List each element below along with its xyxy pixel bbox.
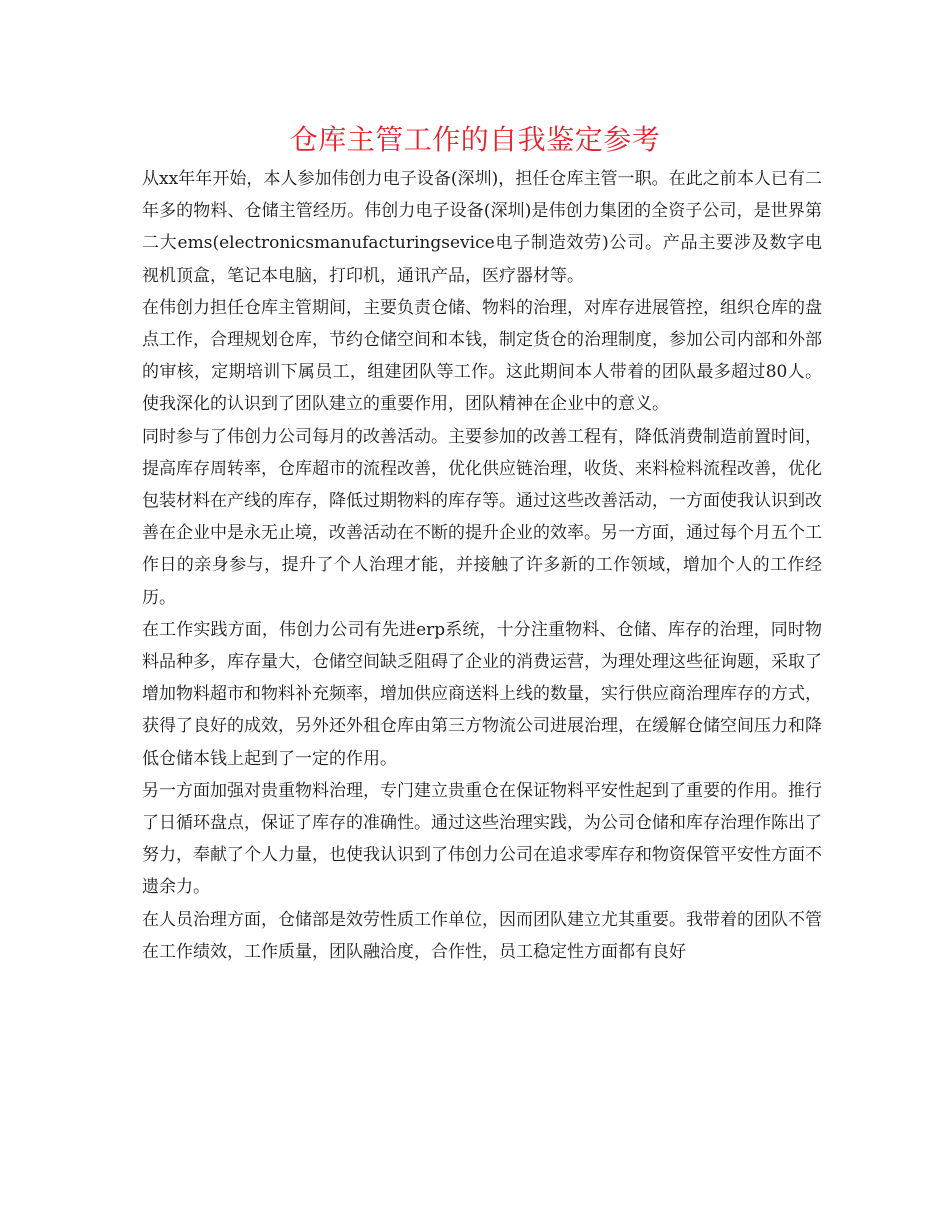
document-body — [142, 163, 822, 968]
paragraph-5: 另一方面加强对贵重物料治理，专门建立贵重仓在保证物料平安性起到了重要的作用。推行了日循环盘点，保证了库存的准确性。通过这些治理实践，为公司仓储和库存治理作陈出了努力，奉献了个人力量，也使我认识到了伟创力公司在追求零库存和物资保管平安性方面不遗余力。 — [142, 780, 822, 898]
paragraph-1: 从xx年年开始，本人参加伟创力电子设备(深圳)，担任仓库主管一职。在此之前本人已有二年多的物料、仓储主管经历。伟创力电子设备(深圳)是伟创力集团的全资子公司，是世界第二大ems(electronicsmanufacturingsevice电子制造效劳)公司。产品主要涉及数字电视机顶盒，笔记本电脑，打印机，通讯产品，医疗器材等。 — [142, 169, 822, 286]
paragraph-4: 在工作实践方面，伟创力公司有先进erp系统，十分注重物料、仓储、库存的治理，同时物料品种多，库存量大，仓储空间缺乏阻碍了企业的消费运营，为理处理这些征询题，采取了增加物料超市和物料补充频率，增加供应商送料上线的数量，实行供应商治理库存的方式，获得了良好的成效，另外还外租仓库由第三方物流公司进展治理，在缓解仓储空间压力和降低仓储本钱上起到了一定的作用。 — [142, 619, 822, 769]
document-title: 仓库主管工作的自我鉴定参考 — [289, 123, 661, 156]
paragraph-3: 同时参与了伟创力公司每月的改善活动。主要参加的改善工程有，降低消费制造前置时间，提高库存周转率，仓库超市的流程改善，优化供应链治理，收货、来料检料流程改善，优化包装材料在产线的库存，降低过期物料的库存等。通过这些改善活动，一方面使我认识到改善在企业中是永无止境，改善活动在不断的提升企业的效率。另一方面，通过每个月五个工作日的亲身参与，提升了个人治理才能，并接触了许多新的工作领域，增加个人的工作经历。 — [142, 426, 822, 608]
paragraph-6: 在人员治理方面，仓储部是效劳性质工作单位，因而团队建立尤其重要。我带着的团队不管在工作绩效，工作质量，团队融洽度，合作性，员工稳定性方面都有良好 — [142, 909, 822, 962]
paragraph-2: 在伟创力担任仓库主管期间，主要负责仓储、物料的治理，对库存进展管控，组织仓库的盘点工作，合理规划仓库，节约仓储空间和本钱，制定货仓的治理制度，参加公司内部和外部的审核，定期培训下属员工，组建团队等工作。这此期间本人带着的团队最多超过80人。使我深化的认识到了团队建立的重要作用，团队精神在企业中的意义。 — [142, 297, 822, 415]
